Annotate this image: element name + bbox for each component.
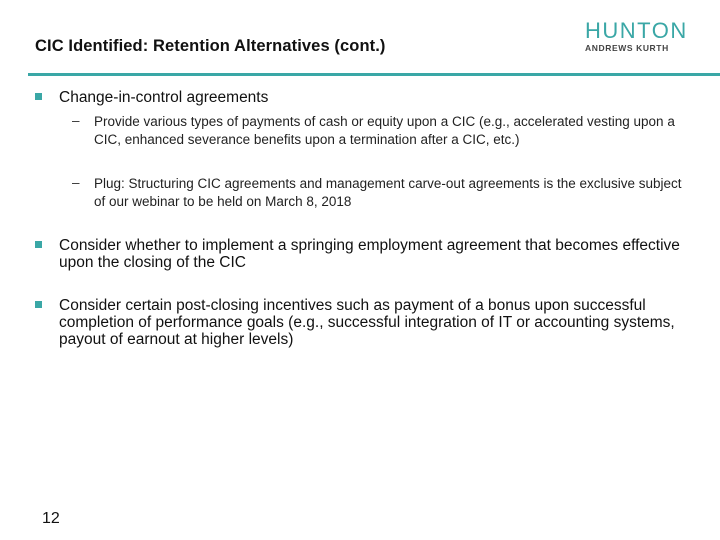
firm-logo <box>585 20 695 54</box>
header-divider <box>28 73 720 76</box>
logo-sub-text: ANDREWS KURTH <box>585 43 669 53</box>
bullet-square-icon <box>35 93 42 100</box>
sub-bullet-1 <box>72 113 682 149</box>
dash-icon: – <box>72 113 80 128</box>
sub-bullet-text: Provide various types of payments of cash or equity upon a CIC (e.g., accelerated vesting upon a CIC, enhanced severance benefits upon a termination after a CIC, etc.) <box>94 114 675 147</box>
bullet-text: Consider certain post-closing incentives such as payment of a bonus upon successful completion of performance goals (e.g., successful integration of IT or accounting systems, payout of earnout at higher levels) <box>59 297 675 348</box>
bullet-square-icon <box>35 241 42 248</box>
page-title: CIC Identified: Retention Alternatives (cont.) <box>35 37 386 55</box>
bullet-item-2 <box>35 237 685 271</box>
sub-bullet-text: Plug: Structuring CIC agreements and management carve-out agreements is the exclusive subject of our webinar to be held on March 8, 2018 <box>94 176 682 209</box>
dash-icon: – <box>72 175 80 190</box>
page-number: 12 <box>42 510 60 527</box>
sub-bullet-2 <box>72 175 682 211</box>
bullet-text: Consider whether to implement a springing employment agreement that becomes effective upon the closing of the CIC <box>59 237 680 271</box>
bullet-text: Change-in-control agreements <box>59 89 269 106</box>
logo-main-text: HUNTON <box>585 18 688 43</box>
bullet-square-icon <box>35 301 42 308</box>
bullet-item-3 <box>35 297 685 348</box>
bullet-item-1 <box>35 89 685 106</box>
